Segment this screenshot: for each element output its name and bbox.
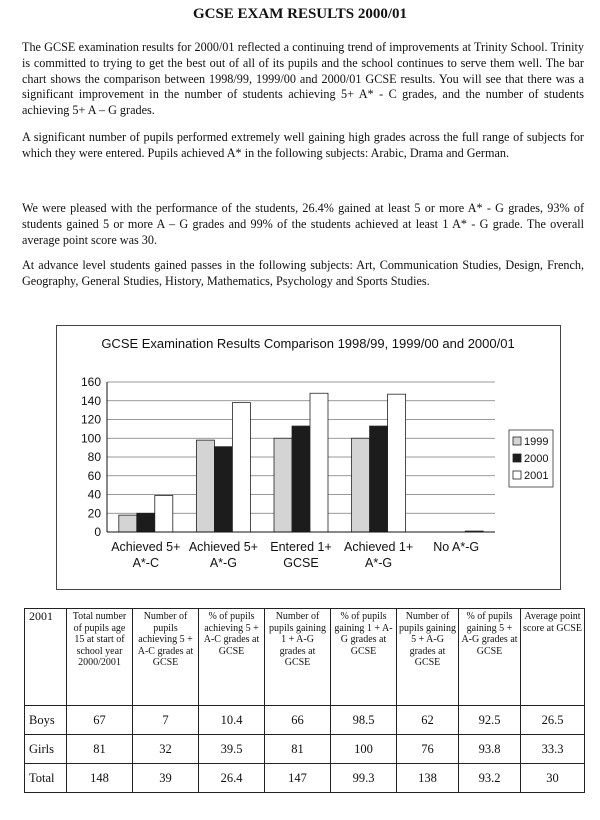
legend-label-2000: 2000 xyxy=(524,453,549,465)
y-tick-label: 80 xyxy=(87,450,101,464)
y-tick-label: 120 xyxy=(80,412,101,427)
table-cell: 39 xyxy=(133,764,199,793)
bar-2001-3 xyxy=(388,394,406,532)
table-cell: 76 xyxy=(397,735,459,764)
table-cell: 39.5 xyxy=(199,735,265,764)
x-tick-label: A*-G xyxy=(209,556,237,570)
table-cell: Boys xyxy=(25,706,67,735)
table-cell: 93.8 xyxy=(459,735,521,764)
table-header-year: 2001 xyxy=(25,609,67,706)
bar-1999-1 xyxy=(196,440,214,532)
table-header-total-pupils: Total number of pupils age 15 at start of school year 2000/2001 xyxy=(67,609,133,706)
table-header-num-5-ac: Number of pupils achieving 5 + A-C grades at GCSE xyxy=(133,609,199,706)
table-cell: 92.5 xyxy=(459,706,521,735)
high-grades-paragraph: A significant number of pupils performed extremely well gaining high grades across the full range of subjects for which they were entered. Pupils achieved A* in the following subjects: Arabic, Drama and German. xyxy=(22,130,584,160)
x-tick-label: A*-C xyxy=(132,556,160,570)
legend-swatch-2000 xyxy=(513,454,521,462)
table-header-row xyxy=(25,609,585,706)
results-chart-svg xyxy=(57,326,560,589)
y-tick-label: 100 xyxy=(80,431,101,446)
table-header-avg-score: Average point score at GCSE xyxy=(521,609,585,706)
table-cell: 33.3 xyxy=(521,735,585,764)
bar-2001-0 xyxy=(155,495,173,532)
table-cell: 32 xyxy=(133,735,199,764)
table-row-total xyxy=(25,764,585,793)
results-table xyxy=(24,608,585,793)
legend-swatch-2001 xyxy=(513,471,521,479)
table-header-pct-1-ag: % of pupils gaining 1 + A-G grades at GCSE xyxy=(331,609,397,706)
bar-2000-3 xyxy=(370,426,388,532)
table-cell: 98.5 xyxy=(331,706,397,735)
y-tick-label: 0 xyxy=(94,525,101,539)
y-tick-label: 20 xyxy=(87,506,101,521)
table-header-num-5-ag: Number of pupils gaining 5 + A-G grades at GCSE xyxy=(397,609,459,706)
chart-title: GCSE Examination Results Comparison 1998/99, 1999/00 and 2000/01 xyxy=(101,336,515,351)
table-cell: 81 xyxy=(67,735,133,764)
table-cell: 81 xyxy=(265,735,331,764)
x-tick-label: Achieved 1+ xyxy=(344,540,414,554)
table-cell: 30 xyxy=(521,764,585,793)
bar-1999-0 xyxy=(119,515,137,532)
table-cell: 10.4 xyxy=(199,706,265,735)
table-header-pct-5-ag: % of pupils gaining 5 + A-G grades at GCSE xyxy=(459,609,521,706)
table-cell: 147 xyxy=(265,764,331,793)
bar-1999-2 xyxy=(274,438,292,532)
table-cell: 67 xyxy=(67,706,133,735)
bar-2000-0 xyxy=(137,513,155,532)
x-tick-label: Achieved 5+ xyxy=(188,540,258,554)
table-header-pct-5-ac: % of pupils achieving 5 + A-C grades at GCSE xyxy=(199,609,265,706)
table-cell: 100 xyxy=(331,735,397,764)
x-tick-label: A*-G xyxy=(365,556,393,570)
x-tick-label: Achieved 5+ xyxy=(111,540,181,554)
bar-2001-2 xyxy=(310,393,328,532)
table-cell: 138 xyxy=(397,764,459,793)
legend-label-2001: 2001 xyxy=(524,470,549,482)
x-tick-label: Entered 1+ xyxy=(270,540,332,554)
table-cell: Girls xyxy=(25,735,67,764)
table-cell: 93.2 xyxy=(459,764,521,793)
table-cell: 148 xyxy=(67,764,133,793)
table-row-girls xyxy=(25,735,585,764)
table-cell: 26.5 xyxy=(521,706,585,735)
table-cell: Total xyxy=(25,764,67,793)
page-title: GCSE EXAM RESULTS 2000/01 xyxy=(192,6,408,22)
bar-2000-2 xyxy=(292,426,310,532)
table-cell: 66 xyxy=(265,706,331,735)
table-cell: 99.3 xyxy=(331,764,397,793)
bar-1999-3 xyxy=(352,438,370,532)
y-tick-label: 160 xyxy=(80,375,101,389)
bar-2001-1 xyxy=(232,403,250,532)
table-cell: 26.4 xyxy=(199,764,265,793)
y-tick-label: 40 xyxy=(87,487,101,502)
advanced-level-paragraph: At advance level students gained passes in the following subjects: Art, Communication Studies, Design, French, Geography, General Studies, History, Mathematics, Psychology and Sports Studies. xyxy=(22,258,584,288)
performance-paragraph: We were pleased with the performance of the students, 26.4% gained at least 5 or more A* - G grades, 93% of students gained 5 or more A – G grades and 99% of the students achieved at least 1 A* - G grade. The overall average point score was 30. xyxy=(22,201,584,247)
table-header-num-1-ag: Number of pupils gaining 1 + A-G grades at GCSE xyxy=(265,609,331,706)
table-cell: 7 xyxy=(133,706,199,735)
table-cell: 62 xyxy=(397,706,459,735)
legend-swatch-1999 xyxy=(513,437,521,445)
x-tick-label: GCSE xyxy=(283,556,319,570)
table-row-boys xyxy=(25,706,585,735)
bar-2000-1 xyxy=(214,447,232,532)
results-chart xyxy=(56,325,561,590)
legend-label-1999: 1999 xyxy=(524,436,549,448)
x-tick-label: No A*-G xyxy=(433,540,480,554)
y-tick-label: 140 xyxy=(80,393,101,408)
y-tick-label: 60 xyxy=(87,468,101,483)
intro-paragraph: The GCSE examination results for 2000/01 reflected a continuing trend of improvements at Trinity School. Trinity is committed to trying to get the best out of all of its pupils and the school continues to serve them well. The bar chart shows the comparison between 1998/99, 1999/00 and 2000/01 GCSE results. You will see that there was a significant improvement in the number of students achieving 5+ A* - C grades, and the number of students achieving 5+ A – G grades. xyxy=(22,40,584,118)
